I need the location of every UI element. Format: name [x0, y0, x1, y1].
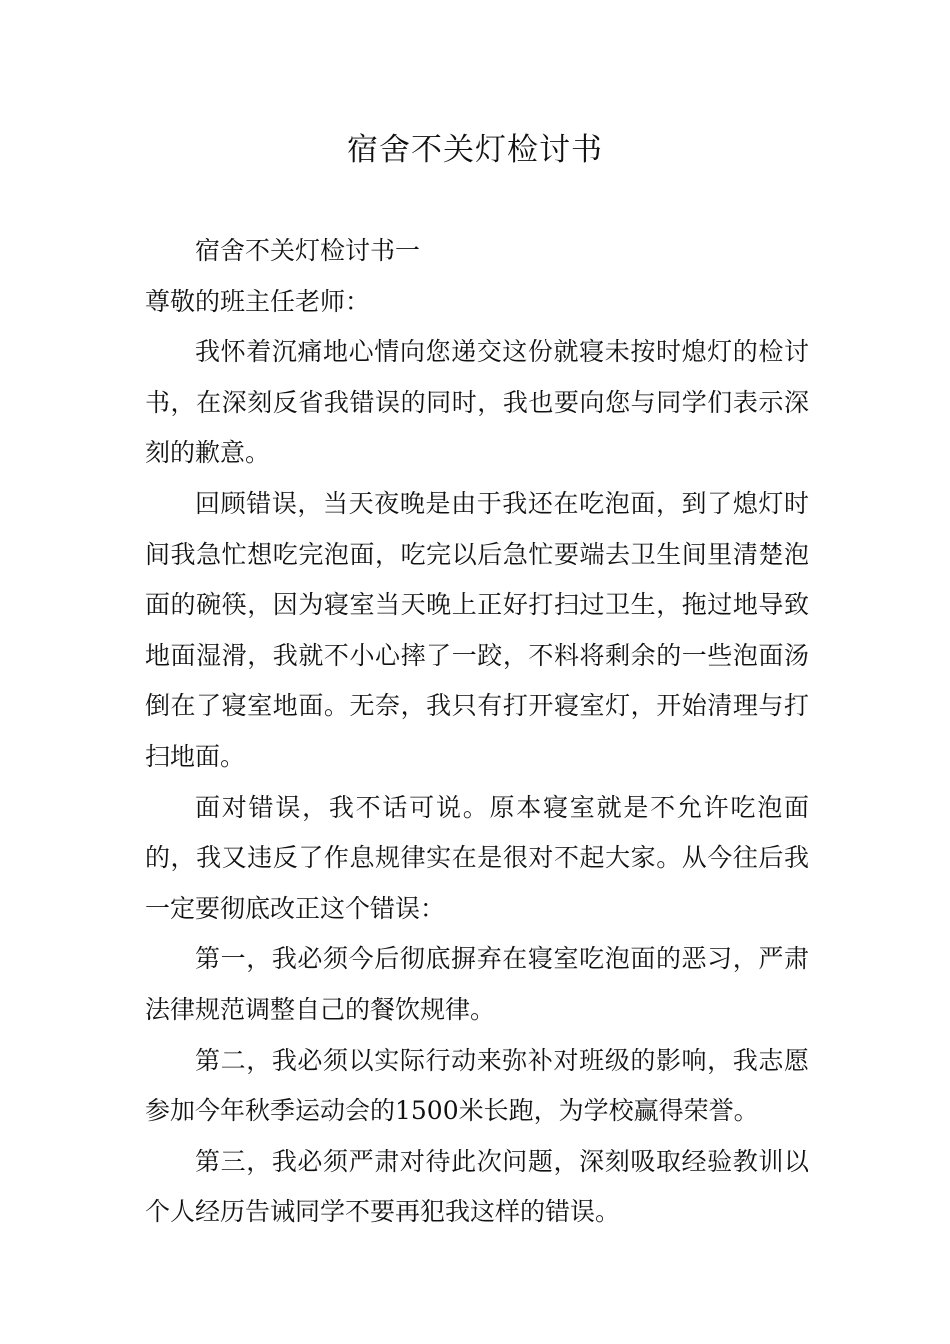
paragraph: 面对错误，我不话可说。原本寝室就是不允许吃泡面的，我又违反了作息规律实在是很对不起大家。从今往后我一定要彻底改正这个错误：	[145, 792, 809, 923]
document-body	[145, 226, 809, 1238]
salutation: 尊敬的班主任老师：	[145, 286, 371, 316]
paragraph: 第三，我必须严肃对待此次问题，深刻吸取经验教训以个人经历告诫同学不要再犯我这样的错误。	[145, 1146, 809, 1227]
document-title: 宿舍不关灯检讨书	[347, 132, 603, 168]
paragraph: 回顾错误，当天夜晚是由于我还在吃泡面，到了熄灯时间我急忙想吃完泡面，吃完以后急忙要端去卫生间里清楚泡面的碗筷，因为寝室当天晚上正好打扫过卫生，拖过地导致地面湿滑，我就不小心摔了一跤，不料将剩余的一些泡面汤倒在了寝室地面。无奈，我只有打开寝室灯，开始清理与打扫地面。	[145, 488, 809, 771]
section-heading: 宿舍不关灯检讨书一	[195, 236, 421, 265]
paragraph: 我怀着沉痛地心情向您递交这份就寝未按时熄灯的检讨书，在深刻反省我错误的同时，我也要向您与同学们表示深刻的歉意。	[145, 337, 809, 468]
paragraph: 第一，我必须今后彻底摒弃在寝室吃泡面的恶习，严肃法律规范调整自己的餐饮规律。	[145, 944, 809, 1024]
paragraph: 第二，我必须以实际行动来弥补对班级的影响，我志愿参加今年秋季运动会的1500米长跑，为学校赢得荣誉。	[145, 1045, 809, 1126]
